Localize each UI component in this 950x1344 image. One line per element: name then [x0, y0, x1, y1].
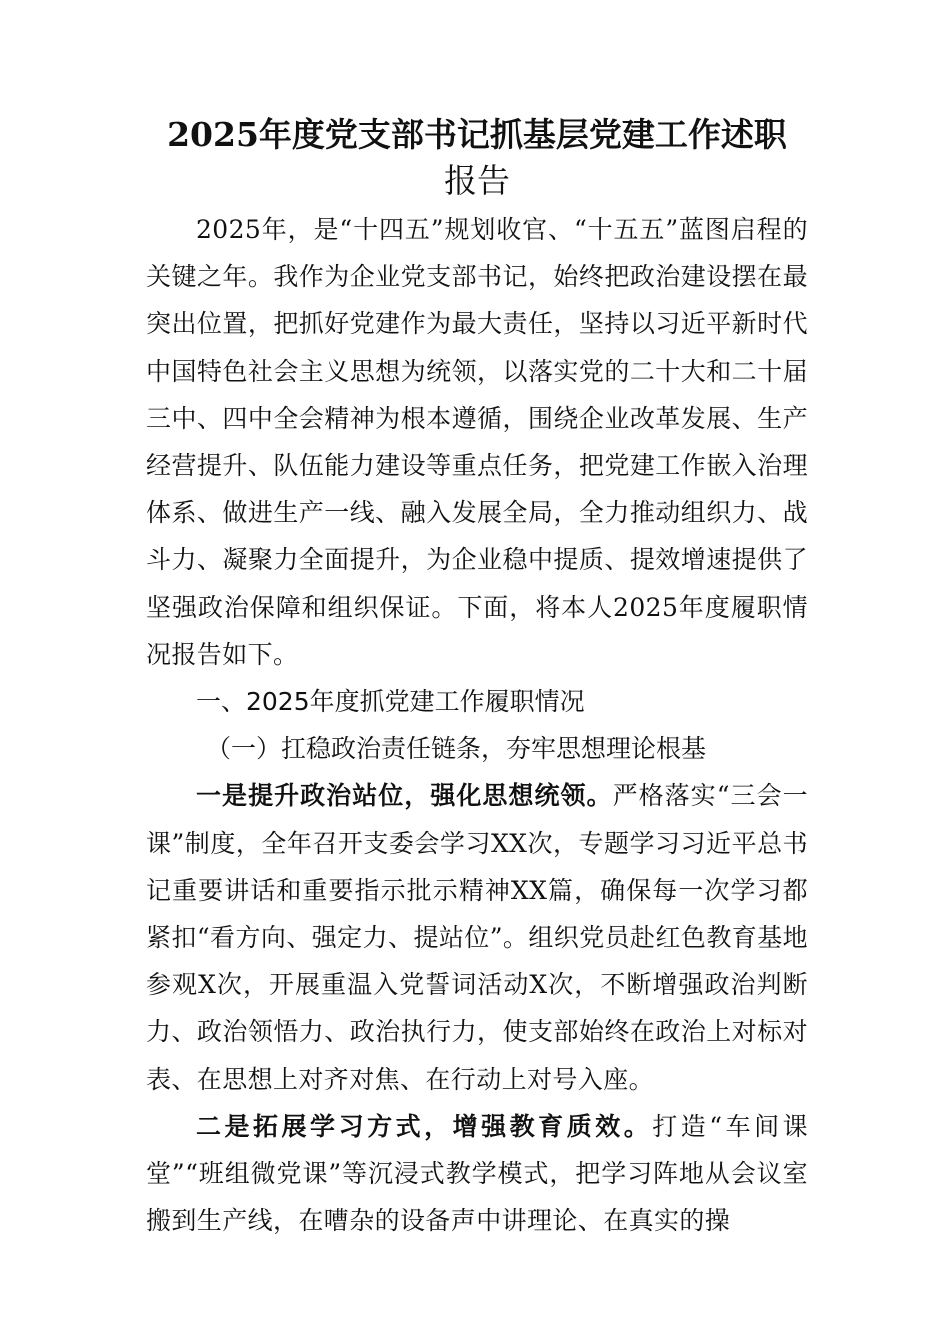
document-title [146, 112, 808, 204]
point-text-2: 打造“车间课堂”“班组微党课”等沉浸式教学模式，把学习阵地从会议室搬到生产线，在嘈杂的设备声中讲理论、在真实的操 [146, 1111, 809, 1236]
point-lead-1: 一是提升政治站位，强化思想统领。 [196, 781, 613, 811]
point-text-1: 严格落实“三会一课”制度，全年召开支委会学习XX次，专题学习习近平总书记重要讲话和重要指示批示精神XX篇，确保每一次学习都紧扣“看方向、强定力、提站位”。组织党员赴红色教育基地参观X次，开展重温入党誓词活动X次，不断增强政治判断力、政治领悟力、政治执行力，使支部始终在政治上对标对表、在思想上对齐对焦、在行动上对号入座。 [146, 781, 809, 1094]
title-line-2: 报告 [444, 161, 510, 200]
document-page [146, 112, 808, 1244]
point-paragraph-2 [146, 1103, 808, 1245]
intro-paragraph: 2025年，是“十四五”规划收官、“十五五”蓝图启程的关键之年。我作为企业党支部书记，始终把政治建设摆在最突出位置，把抓好党建作为最大责任，坚持以习近平新时代中国特色社会主义思想为统领，以落实党的二十大和二十届三中、四中全会精神为根本遵循，围绕企业改革发展、生产经营提升、队伍能力建设等重点任务，把党建工作嵌入治理体系、做进生产一线、融入发展全局，全力推动组织力、战斗力、凝聚力全面提升，为企业稳中提质、提效增速提供了坚强政治保障和组织保证。下面，将本人2025年度履职情况报告如下。 [146, 215, 808, 669]
point-paragraph-1 [146, 772, 808, 1102]
point-lead-2: 二是拓展学习方式，增强教育质效。 [196, 1111, 653, 1141]
title-line-1: 2025年度党支部书记抓基层党建工作述职 [167, 115, 787, 154]
subsection-heading-1: （一）扛稳政治责任链条，夯牢思想理论根基 [206, 734, 707, 764]
section-heading-1: 一、2025年度抓党建工作履职情况 [196, 687, 585, 717]
